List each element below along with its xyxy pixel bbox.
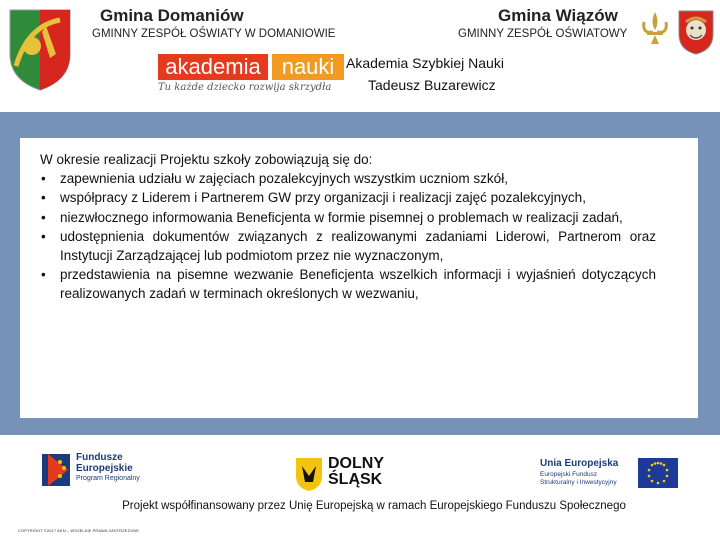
domaniow-crest-icon xyxy=(6,6,74,92)
copyright-note: COPYRIGHT ©2017 AKN – WSZELKIE PRAWA ZASTRZEŻONE xyxy=(18,528,139,533)
list-item: • współpracy z Liderem i Partnerem GW przy organizacji i realizacji zajęć pozalekcyjnych, xyxy=(40,188,656,207)
eagle-crest-icon xyxy=(294,456,324,492)
obligations-intro: W okresie realizacji Projektu szkoły zobowiązują się do: xyxy=(40,152,373,167)
akademia-nauki-logo xyxy=(158,52,344,96)
bullet-icon: • xyxy=(41,209,46,225)
list-item: • niezwłocznego informowania Beneficjenta w formie pisemnej o problemach w realizacji zadań, xyxy=(40,208,656,227)
logo-word-akademia: akademia xyxy=(158,54,268,80)
gmina-wiazow-subtitle: GMINNY ZESPÓŁ OŚWIATOWY xyxy=(458,28,628,40)
bullet-icon: • xyxy=(41,267,46,283)
list-item: • przedstawienia na pisemne wezwanie Beneficjenta wszelkich informacji i wyjaśnień dotyczących realizowanych zadań w terminach określonych w wezwaniu, xyxy=(41,267,656,302)
ds-title: DOLNY ŚLĄSK xyxy=(328,455,384,488)
gmina-domaniow-title: Gmina Domaniów xyxy=(100,6,244,25)
academy-name: Akademia Szybkiej Nauki xyxy=(346,55,504,71)
ue-title: Unia Europejska xyxy=(540,458,619,469)
logo-word-nauki: nauki xyxy=(272,54,344,80)
fe-title: Fundusze Europejskie xyxy=(76,452,133,474)
academy-owner: Tadeusz Buzarewicz xyxy=(368,77,496,93)
ue-subtitle: Europejski Fundusz Strukturalny i Inwestycyjny xyxy=(540,471,617,486)
bullet-icon: • xyxy=(41,190,46,206)
fleur-de-lis-icon xyxy=(636,8,674,48)
gmina-domaniow-subtitle: GMINNY ZESPÓŁ OŚWIATY W DOMANIOWIE xyxy=(92,28,336,40)
logo-tagline: Tu każde dziecko rozwija skrzydła xyxy=(158,82,332,93)
eu-flag-icon xyxy=(638,458,678,488)
fe-mark-icon xyxy=(40,450,74,490)
list-item: • zapewnienia udziału w zajęciach pozalekcyjnych wszystkim uczniom szkół, xyxy=(40,169,656,188)
unia-europejska-logo xyxy=(540,458,680,494)
obligations-list xyxy=(40,169,656,303)
fe-subtitle: Program Regionalny xyxy=(76,475,140,482)
gmina-wiazow-title: Gmina Wiązów xyxy=(498,6,618,25)
bullet-icon: • xyxy=(41,228,46,244)
dolny-slask-logo xyxy=(294,456,406,494)
fundusze-europejskie-logo xyxy=(40,450,144,494)
obligations-text xyxy=(40,150,656,304)
list-item: • udostępnienia dokumentów związanych z realizowanymi zadaniami Liderowi, Partnerom oraz Instytucji Zarządzającej lub podmiotom przez nie wyznaczonym, xyxy=(41,228,656,264)
project-funding-note: Projekt współfinansowany przez Unię Europejską w ramach Europejskiego Funduszu Społecznego xyxy=(122,500,626,512)
bullet-icon: • xyxy=(41,171,46,187)
wiazow-crest-icon xyxy=(676,8,716,56)
